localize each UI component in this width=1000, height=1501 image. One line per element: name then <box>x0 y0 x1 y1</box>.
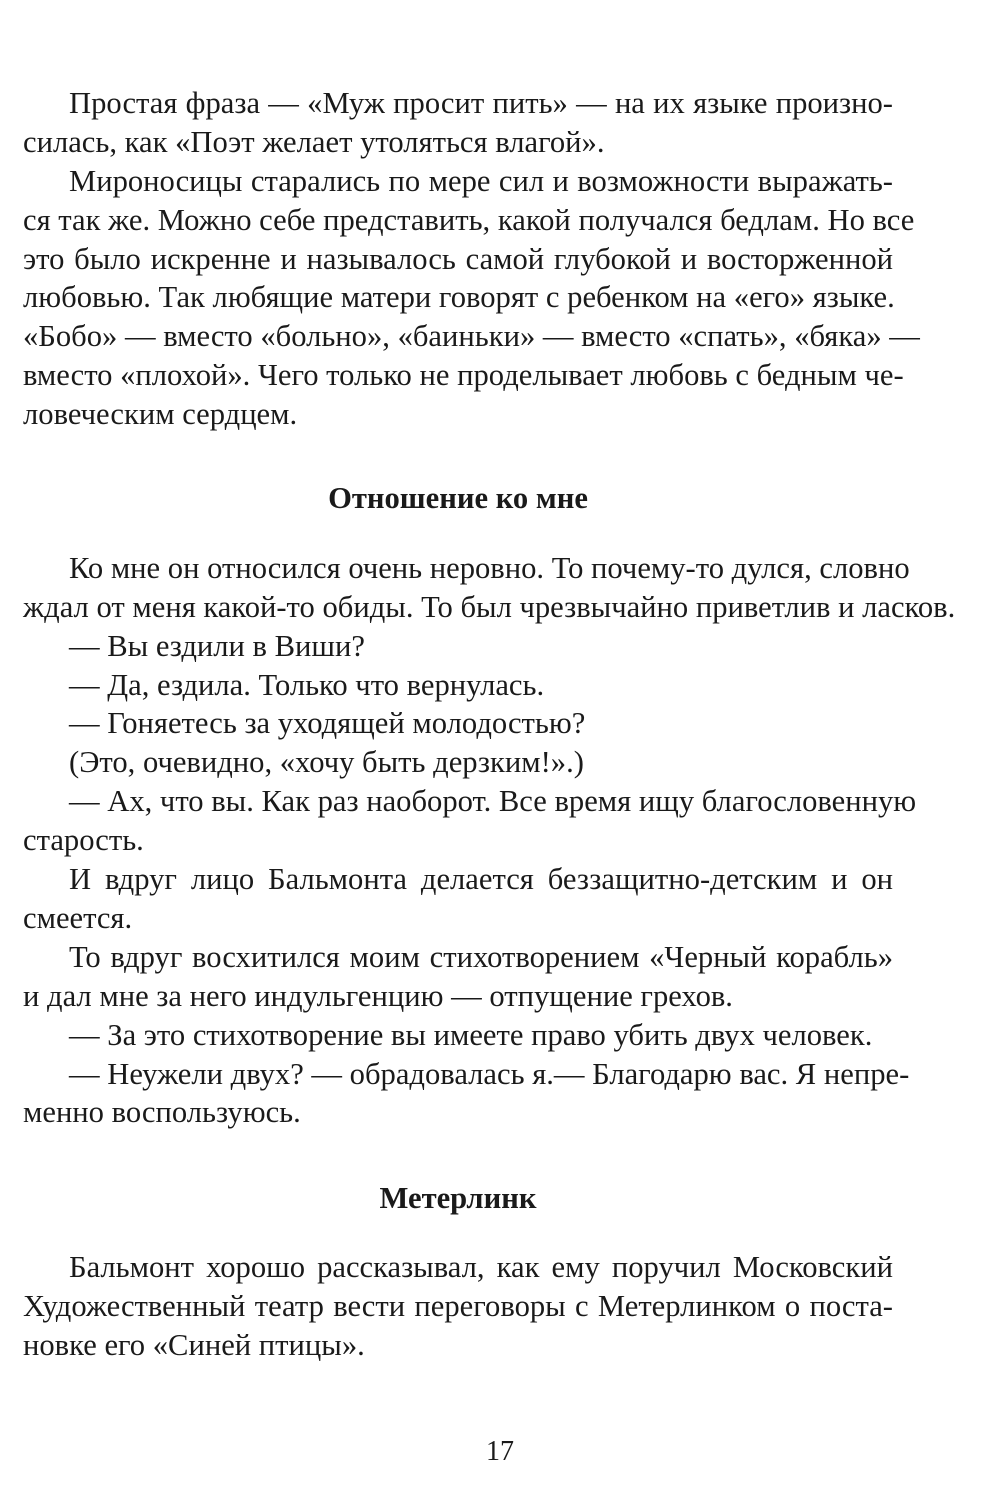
text-line: Мироносицы старались по мере сил и возможности выражать- <box>69 163 893 198</box>
paragraph <box>23 162 920 434</box>
paragraph <box>23 549 956 627</box>
text-line: новке его «Синей птицы». <box>23 1327 365 1362</box>
text-line: это было искренне и называлось самой глубокой и восторженной <box>23 241 893 276</box>
text-line: ся так же. Можно себе представить, какой получался бедлам. Но все <box>23 202 915 237</box>
text-line: Ко мне он относился очень неровно. То почему-то дулся, словно <box>69 550 910 585</box>
text-line: смеется. <box>23 900 133 935</box>
text-line: старость. <box>23 823 144 858</box>
text-line: менно воспользуюсь. <box>23 1095 301 1130</box>
text-line: Бальмонт хорошо рассказывал, как ему поручил Московский <box>69 1250 893 1285</box>
text-line: Художественный театр вести переговоры с Метерлинком о поста- <box>23 1289 893 1324</box>
paragraph <box>23 938 893 1016</box>
text-line: ждал от меня какой-то обиды. То был чрезвычайно приветлив и ласков. <box>23 589 956 624</box>
dialogue-line: (Это, очевидно, «хочу быть дерзким!».) <box>69 745 584 780</box>
dialogue-line: — Гоняетесь за уходящей молодостью? <box>69 706 586 741</box>
page-body <box>23 84 956 1365</box>
text-line: — Неужели двух? — обрадовалась я.— Благодарю вас. Я непре- <box>69 1056 910 1091</box>
section-heading: Метерлинк <box>379 1181 537 1216</box>
text-line: То вдруг восхитился моим стихотворением «Черный корабль» <box>69 939 893 974</box>
dialogue-line: — Вы ездили в Виши? <box>69 628 365 663</box>
text-line: любовью. Так любящие матери говорят с ребенком на «его» языке. <box>23 280 895 315</box>
text-line: силась, как «Поэт желает утоляться влагой». <box>23 124 605 159</box>
text-line: И вдруг лицо Бальмонта делается беззащитно-детским и он <box>69 862 893 897</box>
dialogue-paragraph <box>23 782 917 860</box>
text-line: — Ах, что вы. Как раз наоборот. Все время ищу благословенную <box>69 784 917 819</box>
text-line: ловеческим сердцем. <box>23 397 298 432</box>
text-line: «Бобо» — вместо «больно», «баиньки» — вместо «спать», «бяка» — <box>23 319 920 354</box>
dialogue-paragraph <box>23 1055 910 1133</box>
dialogue-line: — Да, ездила. Только что вернулась. <box>69 667 545 702</box>
paragraph <box>23 860 893 938</box>
paragraph <box>23 84 893 162</box>
paragraph <box>23 1248 893 1365</box>
dialogue-line: — За это стихотворение вы имеете право убить двух человек. <box>69 1017 873 1052</box>
text-line: и дал мне за него индульгенцию — отпущение грехов. <box>23 978 733 1013</box>
page-number: 17 <box>486 1436 514 1467</box>
text-line: вместо «плохой». Чего только не проделывает любовь с бедным че- <box>23 358 904 393</box>
section-heading: Отношение ко мне <box>328 481 588 516</box>
text-line: Простая фраза — «Муж просит пить» — на их языке произно- <box>69 86 893 120</box>
